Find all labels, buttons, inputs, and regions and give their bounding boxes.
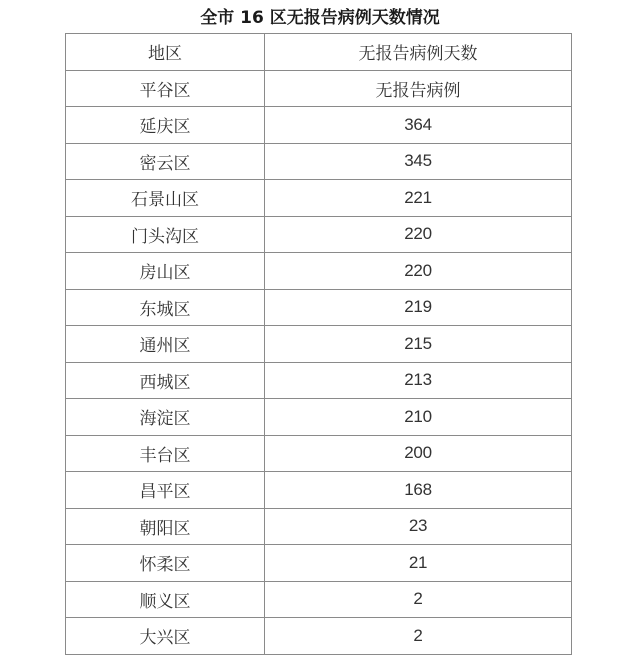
table-row xyxy=(66,180,572,217)
table-row xyxy=(66,107,572,144)
days-cell: 168 xyxy=(265,472,572,509)
days-cell: 345 xyxy=(265,143,572,180)
column-header-days: 无报告病例天数 xyxy=(265,34,572,71)
district-cell: 丰台区 xyxy=(66,435,265,472)
days-cell: 2 xyxy=(265,581,572,618)
table-row xyxy=(66,545,572,582)
table-row xyxy=(66,581,572,618)
district-cell: 东城区 xyxy=(66,289,265,326)
district-cell: 平谷区 xyxy=(66,70,265,107)
district-cell: 西城区 xyxy=(66,362,265,399)
district-cell: 通州区 xyxy=(66,326,265,363)
days-cell: 364 xyxy=(265,107,572,144)
district-cell: 海淀区 xyxy=(66,399,265,436)
table-row xyxy=(66,362,572,399)
table-row xyxy=(66,143,572,180)
table-row xyxy=(66,508,572,545)
district-cell: 延庆区 xyxy=(66,107,265,144)
district-cell: 怀柔区 xyxy=(66,545,265,582)
days-cell: 23 xyxy=(265,508,572,545)
district-table xyxy=(65,33,572,655)
district-cell: 朝阳区 xyxy=(66,508,265,545)
days-cell: 200 xyxy=(265,435,572,472)
days-cell: 221 xyxy=(265,180,572,217)
days-cell: 210 xyxy=(265,399,572,436)
table-row xyxy=(66,399,572,436)
days-cell: 219 xyxy=(265,289,572,326)
days-cell: 215 xyxy=(265,326,572,363)
days-cell: 21 xyxy=(265,545,572,582)
page-title: 全市 16 区无报告病例天数情况 xyxy=(200,8,440,28)
district-cell: 密云区 xyxy=(66,143,265,180)
district-cell: 房山区 xyxy=(66,253,265,290)
column-header-district: 地区 xyxy=(66,34,265,71)
district-cell: 大兴区 xyxy=(66,618,265,655)
table-row xyxy=(66,253,572,290)
table-row xyxy=(66,216,572,253)
district-cell: 顺义区 xyxy=(66,581,265,618)
district-cell: 门头沟区 xyxy=(66,216,265,253)
table-row xyxy=(66,289,572,326)
table-header-row xyxy=(66,34,572,71)
days-cell: 无报告病例 xyxy=(265,70,572,107)
days-cell: 213 xyxy=(265,362,572,399)
days-cell: 220 xyxy=(265,216,572,253)
days-cell: 220 xyxy=(265,253,572,290)
table-row xyxy=(66,472,572,509)
table-body xyxy=(66,70,572,654)
district-cell: 石景山区 xyxy=(66,180,265,217)
district-cell: 昌平区 xyxy=(66,472,265,509)
table-row xyxy=(66,618,572,655)
table-row xyxy=(66,435,572,472)
table-row xyxy=(66,326,572,363)
table-row xyxy=(66,70,572,107)
days-cell: 2 xyxy=(265,618,572,655)
